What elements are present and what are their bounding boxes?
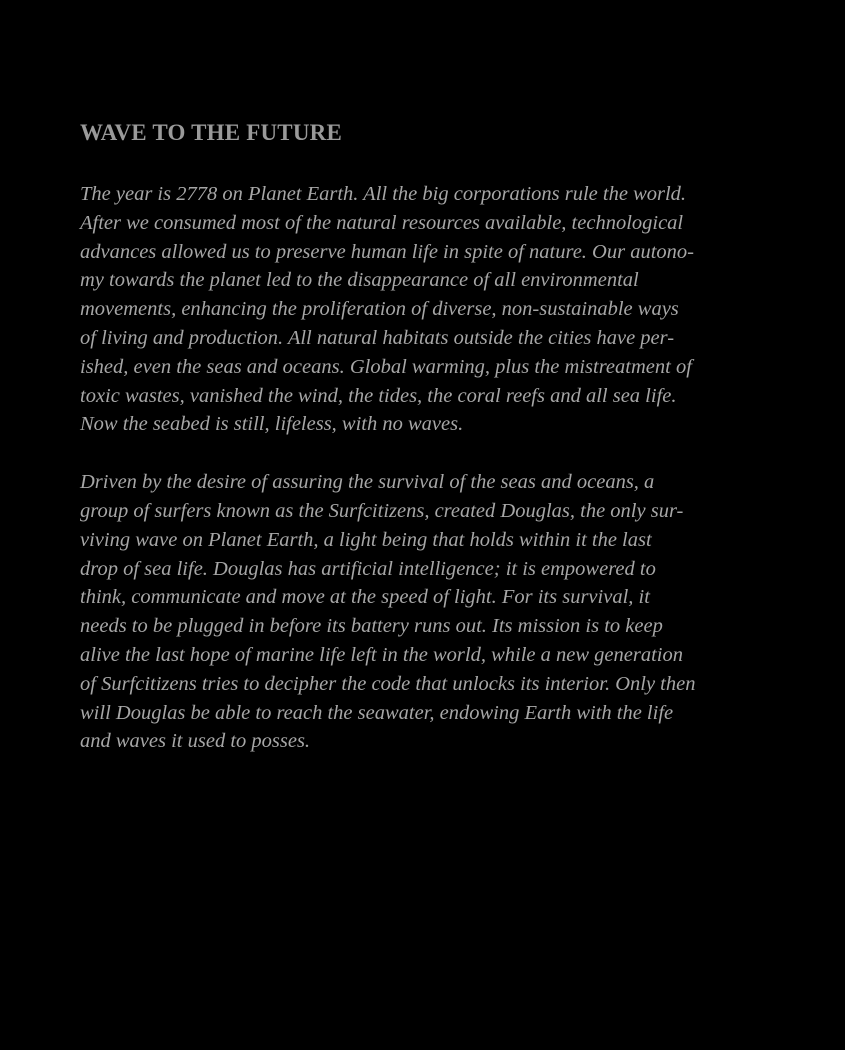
text-line: needs to be plugged in before its battery runs out. Its mission is to keep	[80, 615, 663, 638]
text-line: alive the last hope of marine life left in the world, while a new generation	[80, 643, 683, 666]
text-line: The year is 2778 on Planet Earth. All the big corporations rule the world.	[80, 183, 687, 205]
text-line: After we consumed most of the natural resources available, technological	[80, 211, 684, 234]
paragraph-douglas	[80, 468, 760, 756]
text-line: will Douglas be able to reach the seawater, endowing Earth with the life	[80, 701, 674, 724]
text-line: and waves it used to posses.	[80, 730, 311, 753]
text-line: toxic wastes, vanished the wind, the tides, the coral reefs and all sea life.	[80, 384, 677, 407]
text-line: my towards the planet led to the disappearance of all environmental	[80, 269, 639, 292]
text-line: Driven by the desire of assuring the survival of the seas and oceans, a	[80, 471, 655, 494]
text-line: think, communicate and move at the speed of light. For its survival, it	[80, 586, 650, 609]
text-line: ished, even the seas and oceans. Global warming, plus the mistreatment of	[80, 355, 692, 378]
text-line: of Surfcitizens tries to decipher the code that unlocks its interior. Only then	[80, 672, 696, 695]
text-line: group of surfers known as the Surfcitizens, created Douglas, the only sur-	[80, 499, 684, 522]
page-title: WAVE TO THE FUTURE	[80, 120, 343, 145]
text-line: movements, enhancing the proliferation of diverse, non-sustainable ways	[80, 298, 679, 321]
text-line: advances allowed us to preserve human life in spite of nature. Our autono-	[80, 240, 694, 263]
document-page	[80, 116, 760, 756]
text-line: viving wave on Planet Earth, a light being that holds within it the last	[80, 528, 652, 551]
text-line: Now the seabed is still, lifeless, with no waves.	[80, 413, 464, 436]
text-line: of living and production. All natural habitats outside the cities have per-	[80, 326, 675, 349]
text-line: drop of sea life. Douglas has artificial intelligence; it is empowered to	[80, 557, 656, 580]
paragraph-intro	[80, 180, 760, 439]
